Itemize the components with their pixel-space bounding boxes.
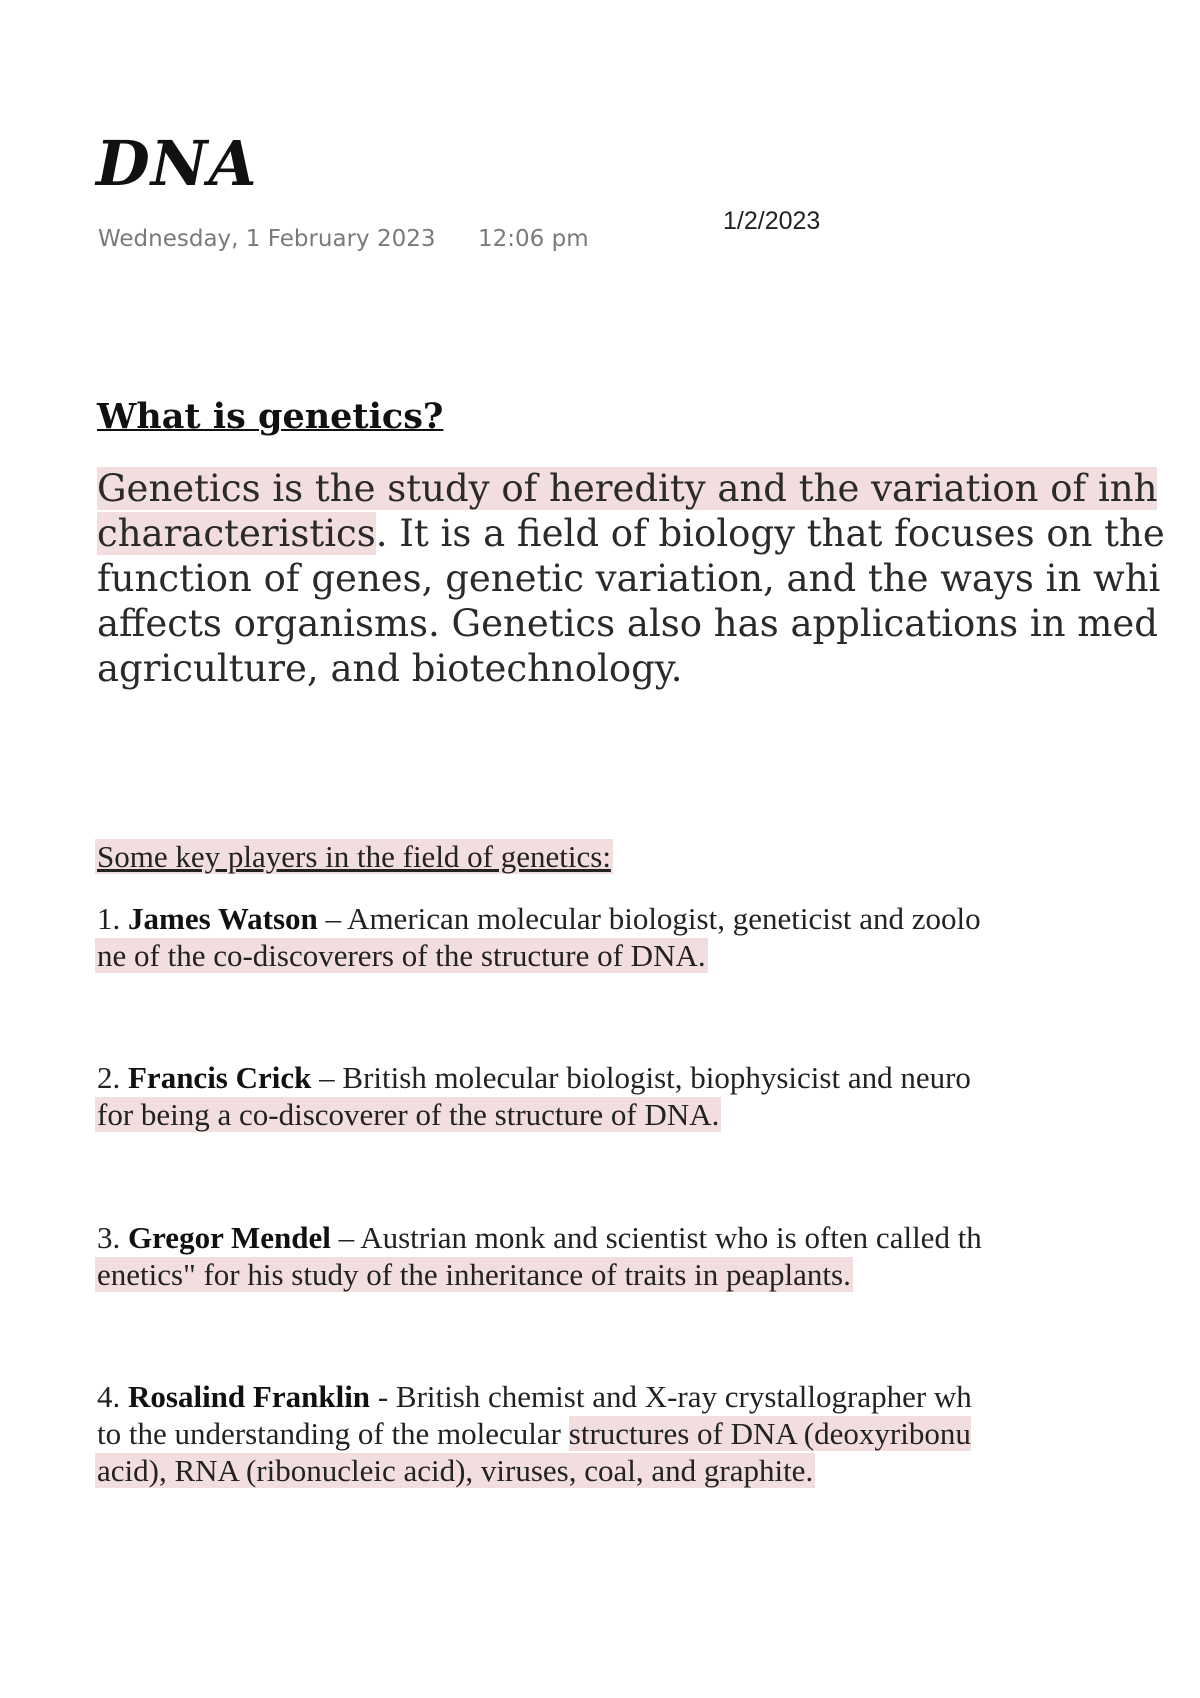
section-heading: What is genetics?	[97, 396, 444, 437]
side-date-text: 1/2/2023	[723, 207, 821, 235]
person-name: Francis Crick	[128, 1060, 312, 1095]
key-players-heading: Some key players in the field of genetics:	[97, 839, 611, 874]
person-name: Rosalind Franklin	[128, 1379, 371, 1414]
list-item-continuation: enetics" for his study of the inheritance of traits in peaplants.	[97, 1257, 851, 1292]
person-name: Gregor Mendel	[128, 1220, 331, 1255]
list-item-continuation: for being a co-discoverer of the structure of DNA.	[97, 1097, 720, 1132]
note-time: 12:06 pm	[478, 226, 589, 252]
list-item-continuation: ne of the co-discoverers of the structure of DNA.	[97, 938, 706, 973]
list-item: 2. Francis Crick – British molecular biologist, biophysicist and neuro	[97, 1060, 971, 1095]
intro-line: Genetics is the study of heredity and the variation of inh	[97, 467, 1158, 510]
list-item: 4. Rosalind Franklin - British chemist and X-ray crystallographer wh	[97, 1379, 972, 1414]
note-date: Wednesday, 1 February 2023	[98, 226, 436, 252]
intro-line: function of genes, genetic variation, and the ways in whi	[97, 557, 1161, 600]
intro-line: affects organisms. Genetics also has applications in med	[97, 602, 1158, 645]
page-title: DNA	[96, 127, 258, 200]
list-item: 1. James Watson – American molecular biologist, geneticist and zoolo	[97, 901, 981, 936]
person-name: James Watson	[128, 901, 318, 936]
list-item-continuation: to the understanding of the molecular structures of DNA (deoxyribonu	[97, 1416, 971, 1451]
intro-line: characteristics. It is a field of biology that focuses on the	[97, 512, 1165, 555]
intro-line: agriculture, and biotechnology.	[97, 647, 683, 690]
list-item: 3. Gregor Mendel – Austrian monk and scientist who is often called th	[97, 1220, 982, 1255]
list-item-continuation: acid), RNA (ribonucleic acid), viruses, coal, and graphite.	[97, 1453, 814, 1488]
